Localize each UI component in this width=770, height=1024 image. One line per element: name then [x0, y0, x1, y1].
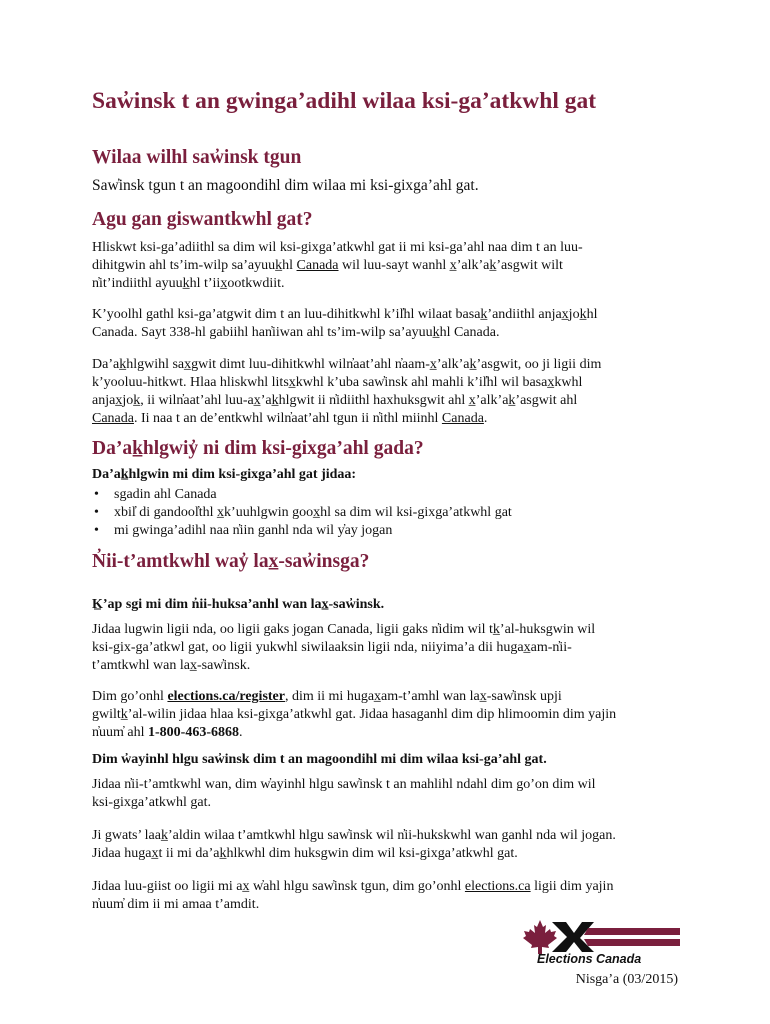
- elections-canada-logo-graphic: [522, 918, 680, 966]
- paragraph-card-3: Jidaa luu-giist oo ligii mi ax̲ w̓ahl hlgu saw̓insk tgun, dim go’onhl elections.ca ligii dim yajin n̓uum̓ dim ii mi amaa t’amdit.: [92, 879, 614, 912]
- section-heading-how: N̓ii-t’amtkwhl way̓ lax̲-saw̓insga?: [92, 551, 370, 572]
- canada-link[interactable]: Canada: [296, 258, 339, 273]
- section-heading-why: Agu gan giswantkwhl gat?: [92, 209, 313, 230]
- paragraph-register-2: Dim go’onhl elections.ca/register, dim ii mi hugax̲am-t’amhl wan lax̲-saw̓insk upji gwiltk̲’al-wilin jidaa hlaa ksi-gixga’atkwhl gat. Jidaa hasaganhl dim dip hlimoomin dim yajin n̓uum̓ ahl 1-800-463-6868.: [92, 689, 617, 740]
- canada-link[interactable]: Canada: [441, 411, 484, 426]
- logo-wordmark: Elections Canada: [537, 952, 642, 966]
- paragraph-card-2: Ji gwats’ laak̲’aldin wilaa t’amtkwhl hlgu saw̓insk wil n̓ii-hukskwhl wan ganhl nda wil jogan. Jidaa hugax̲t ii mi da’ak̲hlkwhl dim huksgwin dim wil ksi-gixga’atkwhl gat.: [92, 828, 616, 861]
- x-mark-icon: [552, 922, 594, 952]
- paragraph-card-1: Jidaa n̓ii-t’amtkwhl wan, dim w̓ayinhl hlgu saw̓insk t an mahlihl ndahl dim go’on dim wil ksi-gixga’atkwhl gat.: [92, 777, 596, 810]
- phone-number: 1-800-463-6868: [148, 725, 239, 740]
- section-heading-who: Da’ak̲hlgwiy̓ ni dim ksi-gixga’ahl gada?: [92, 438, 424, 459]
- paragraph-register-1: Jidaa lugwin ligii nda, oo ligii gaks jogan Canada, ligii gaks n̓idim wil tk̲’al-huksgwin wil ksi-gix-ga’atkwl gat, oo ligii yukwhl siwilaaksin ligii nda, niiyima’a dii hugax̲am-n̓ii- t’amtkwhl wan lax̲-saw̓insk.: [92, 622, 596, 673]
- register-heading: K̲’ap sgi mi dim n̓ii-huksa’anhl wan lax̲-saw̓insk.: [92, 597, 385, 612]
- page-title: Saw̓insk t an gwinga’adihl wilaa ksi-ga’atkwhl gat: [92, 88, 597, 114]
- section-text-what: Saw̓insk tgun t an magoondihl dim wilaa mi ksi-gixga’ahl gat.: [92, 177, 479, 194]
- maple-leaf-icon: [523, 920, 557, 954]
- section-heading-what: Wilaa wilhl saw̓insk tgun: [92, 147, 302, 168]
- footer-language-date: Nisga’a (03/2015): [575, 972, 678, 987]
- eligibility-heading: Da’ak̲hlgwin mi dim ksi-gixga’ahl gat jidaa:: [92, 467, 357, 482]
- elections-canada-logo: [522, 918, 680, 966]
- eligibility-list: [92, 486, 512, 540]
- elections-link[interactable]: elections.ca: [464, 879, 531, 894]
- canada-link[interactable]: Canada: [92, 411, 134, 426]
- list-item: • xbil̓ di gandool̓thl x̲k’uuhlgwin goox̲hl sa dim wil ksi-gixga’atkwhl gat: [92, 504, 512, 522]
- paragraph-why-3: Da’ak̲hlgwihl sax̲gwit dimt luu-dihitkwhl wiln̓aat’ahl n̓aam-x̲’alk’ak̲’asgwit, oo ji ligii dim k’yooluu-hitkwt. Hlaa hliskwhl litsx̲kwhl k’uba saw̓insk ahl mahli k’il̓hl wil basax̲kwhl anjax̲jok̲, ii wiln̓aat’ahl luu-ax̲’ak̲hlgwit ii n̓idiithl haxhuksgwit ahl x̲’alk’ak̲’asgwit ahl Canada. Ii naa t an de’entkwhl wiln̓aat’ahl tgun ii n̓ithl miinhl Canada.: [92, 357, 602, 426]
- voter-card-heading: Dim w̓ayinhl hlgu saw̓insk dim t an magoondihl mi dim wilaa ksi-ga’ahl gat.: [92, 752, 547, 767]
- paragraph-why-1: Hliskwt ksi-ga’adiithl sa dim wil ksi-gixga’atkwhl gat ii mi ksi-ga’ahl naa dim t an luu- dihitgwin ahl ts’im-wilp sa’ayuuk̲hl Canada wil luu-sayt wanhl x̲’alk’ak̲’asgwit wilt n̓it’indiithl ayuuk̲hl t’iix̲ootkwdiit.: [92, 240, 583, 291]
- list-item: • mi gwinga’adihl naa n̓iin ganhl nda wil y̓ay jogan: [92, 522, 512, 540]
- register-link[interactable]: elections.ca/register: [167, 689, 285, 704]
- paragraph-why-2: K’yoolhl gathl ksi-ga’atgwit dim t an luu-dihitkwhl k’il̓hl wilaat basak̲’andiithl anjax̲jok̲hl Canada. Sayt 338-hl gabiihl han̓iiwan ahl ts’im-wilp sa’ayuuk̲hl Canada.: [92, 307, 598, 340]
- list-item: • sgadin ahl Canada: [92, 486, 512, 504]
